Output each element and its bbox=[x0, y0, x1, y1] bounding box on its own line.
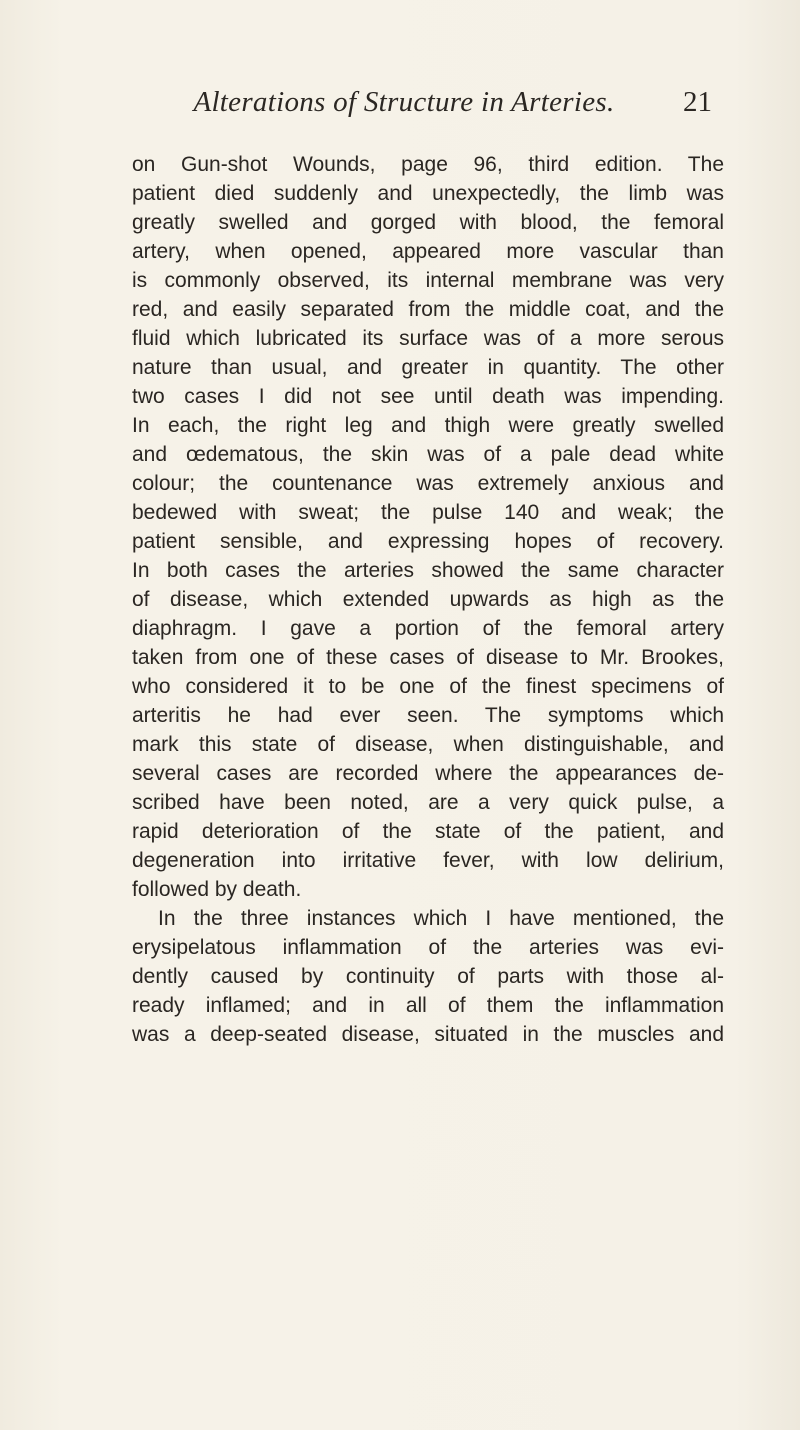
text-line: mark this state of disease, when distinguishable, and bbox=[132, 733, 724, 756]
text-line: diaphragm. I gave a portion of the femoral artery bbox=[132, 617, 724, 640]
text-line: colour; the countenance was extremely anxious and bbox=[132, 472, 724, 495]
body-text bbox=[132, 150, 724, 1049]
paragraph-start-line: In the three instances which I have mentioned, the bbox=[158, 907, 724, 930]
running-title: Alterations of Structure in Arteries. bbox=[193, 86, 615, 118]
text-line: erysipelatous inflammation of the arteries was evi- bbox=[132, 936, 724, 959]
text-line: degeneration into irritative fever, with low delirium, bbox=[132, 849, 724, 872]
text-line: artery, when opened, appeared more vascular than bbox=[132, 240, 724, 263]
text-line: is commonly observed, its internal membrane was very bbox=[132, 269, 724, 292]
text-line: nature than usual, and greater in quantity. The other bbox=[132, 356, 724, 379]
text-line: ready inflamed; and in all of them the inflammation bbox=[132, 994, 724, 1017]
text-line: arteritis he had ever seen. The symptoms which bbox=[132, 704, 724, 727]
text-line: patient sensible, and expressing hopes of recovery. bbox=[132, 530, 724, 553]
running-head bbox=[144, 86, 712, 136]
text-line: fluid which lubricated its surface was of a more serous bbox=[132, 327, 724, 350]
text-line: who considered it to be one of the finest specimens of bbox=[132, 675, 724, 698]
text-line: bedewed with sweat; the pulse 140 and weak; the bbox=[132, 501, 724, 524]
text-line: patient died suddenly and unexpectedly, the limb was bbox=[132, 182, 724, 205]
text-line: of disease, which extended upwards as high as the bbox=[132, 588, 724, 611]
text-line: In each, the right leg and thigh were greatly swelled bbox=[132, 414, 724, 437]
paragraph-end-line: followed by death. bbox=[132, 878, 302, 901]
page-number: 21 bbox=[683, 86, 712, 118]
text-line: greatly swelled and gorged with blood, the femoral bbox=[132, 211, 724, 234]
text-line: taken from one of these cases of disease to Mr. Brookes, bbox=[132, 646, 724, 669]
text-line: rapid deterioration of the state of the patient, and bbox=[132, 820, 724, 843]
text-line: red, and easily separated from the middle coat, and the bbox=[132, 298, 724, 321]
text-line: and œdematous, the skin was of a pale dead white bbox=[132, 443, 724, 466]
text-line: scribed have been noted, are a very quick pulse, a bbox=[132, 791, 724, 814]
text-line: two cases I did not see until death was impending. bbox=[132, 385, 724, 408]
text-line: on Gun-shot Wounds, page 96, third edition. The bbox=[132, 153, 724, 176]
text-line: dently caused by continuity of parts with those al- bbox=[132, 965, 724, 988]
text-line: several cases are recorded where the appearances de- bbox=[132, 762, 724, 785]
text-line: was a deep-seated disease, situated in the muscles and bbox=[132, 1023, 724, 1046]
text-line: In both cases the arteries showed the same character bbox=[132, 559, 724, 582]
